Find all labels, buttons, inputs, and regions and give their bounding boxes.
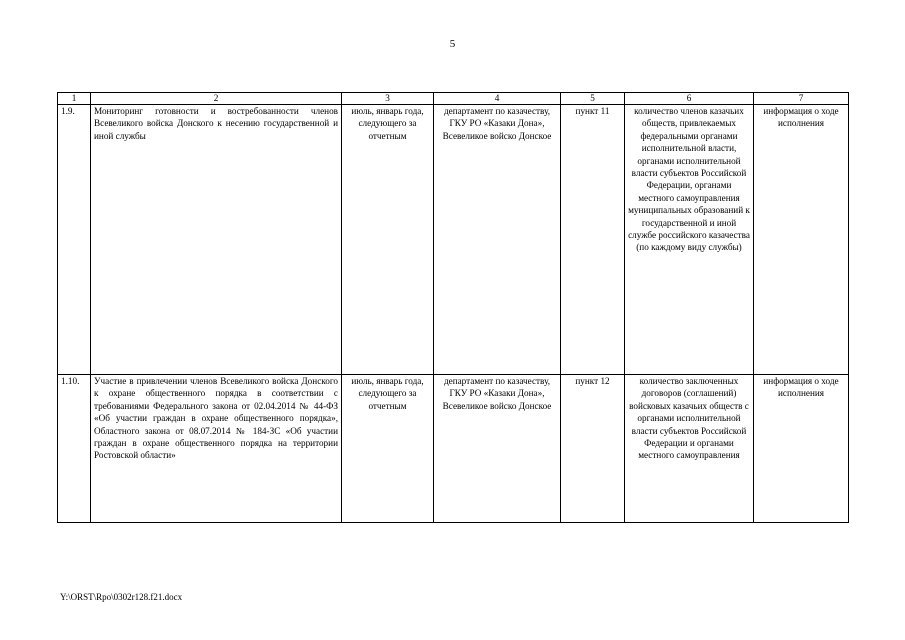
- plan-point: пункт 12: [561, 375, 625, 523]
- table-header-row: [58, 93, 849, 105]
- column-number-7: 7: [754, 93, 849, 105]
- responsible-executors: департамент по казачеству, ГКУ РО «Казаки Дона», Всевеликое войско Донское: [434, 375, 561, 523]
- report-form: информация о ходе исполнения: [754, 375, 849, 523]
- plan-point: пункт 11: [561, 105, 625, 375]
- table-row: [58, 375, 849, 523]
- page-number: 5: [449, 38, 456, 50]
- column-number-4: 4: [434, 93, 561, 105]
- column-number-3: 3: [342, 93, 434, 105]
- document-file-path: Y:\ORST\Rpo\0302r128.f21.docx: [60, 592, 183, 602]
- column-number-6: 6: [625, 93, 754, 105]
- activity-description: Мониторинг готовности и востребованности членов Всевеликого войска Донского к несению государственной и иной службы: [91, 105, 342, 375]
- responsible-executors: департамент по казачеству, ГКУ РО «Казаки Дона», Всевеликое войско Донское: [434, 105, 561, 375]
- column-number-1: 1: [58, 93, 91, 105]
- activity-description: Участие в привлечении членов Всевеликого войска Донского к охране общественного порядка в соответствии с требованиями Федерального закона от 02.04.2014 № 44-ФЗ «Об участии граждан в охране общественного порядка», Областного закона от 08.07.2014 № 184-ЗС «Об участии граждан в охране общественного порядка на территории Ростовской области»: [91, 375, 342, 523]
- column-number-5: 5: [561, 93, 625, 105]
- table-row: [58, 105, 849, 375]
- column-number-2: 2: [91, 93, 342, 105]
- execution-period: июль, январь года, следующего за отчетным: [342, 105, 434, 375]
- row-number: 1.9.: [58, 105, 91, 375]
- report-form: информация о ходе исполнения: [754, 105, 849, 375]
- target-indicator: количество членов казачьих обществ, привлекаемых федеральными органами исполнительной власти, органами исполнительной власти субъектов Российской Федерации, органами местного самоуправления муниципальных образований к государственной и иной службе российского казачества (по каждому виду службы): [625, 105, 754, 375]
- row-number: 1.10.: [58, 375, 91, 523]
- target-indicator: количество заключенных договоров (соглашений) войсковых казачьих обществ с органами исполнительной власти субъектов Российской Федерации и органами местного самоуправления: [625, 375, 754, 523]
- execution-period: июль, январь года, следующего за отчетным: [342, 375, 434, 523]
- plan-table: [57, 92, 849, 523]
